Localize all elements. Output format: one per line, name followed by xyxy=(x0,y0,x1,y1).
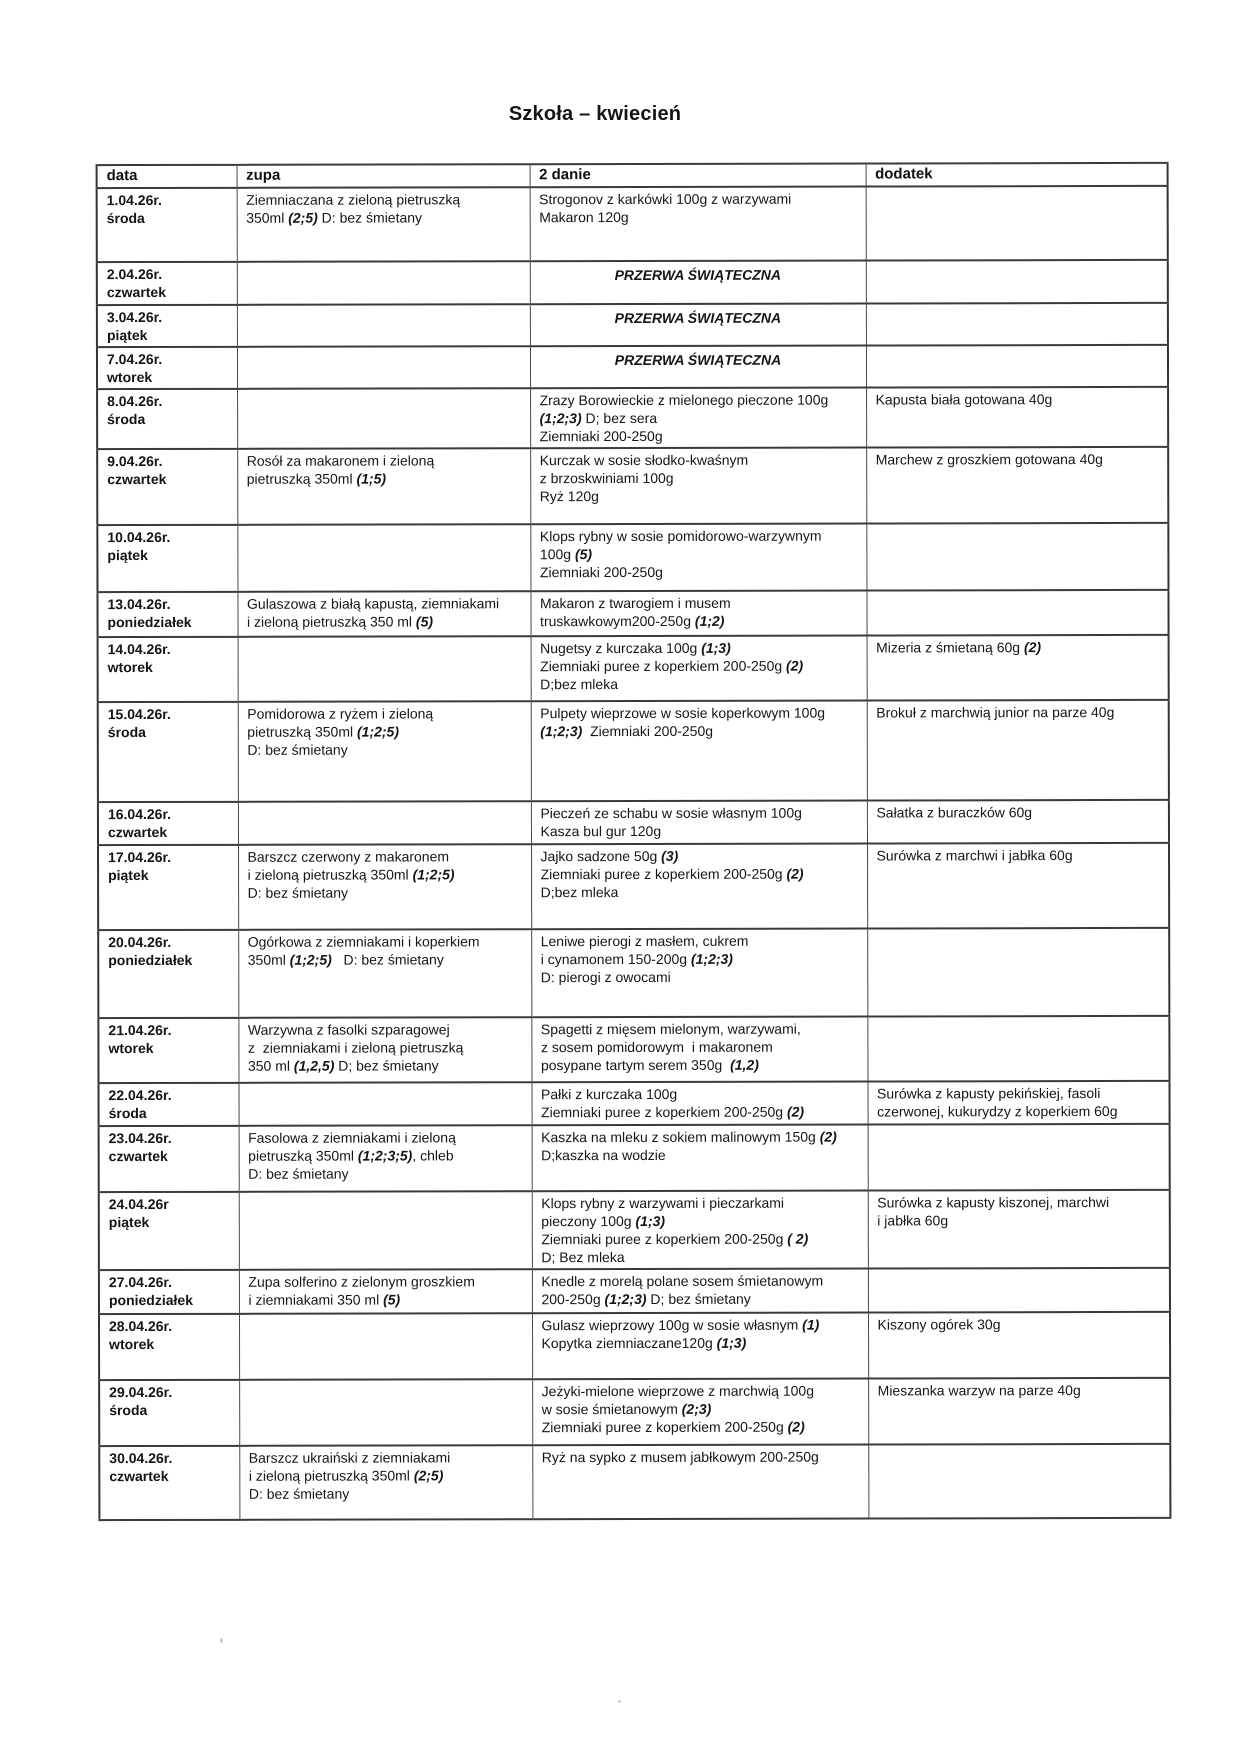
soup-cell xyxy=(237,388,530,449)
text-line: Ziemniaki puree z koperkiem 200-250g (2) xyxy=(541,1418,805,1436)
main-course-cell xyxy=(531,929,867,1018)
soup-cell xyxy=(238,844,531,930)
date-cell xyxy=(98,637,238,702)
soup-cell xyxy=(237,304,530,347)
side-dish-cell xyxy=(868,1124,1170,1191)
text-line: pietruszką 350ml (1;5) xyxy=(246,470,387,487)
side-dish-cell xyxy=(866,523,1168,591)
soup-cell xyxy=(238,801,531,845)
date-cell xyxy=(97,262,237,305)
weekday-text: poniedziałek xyxy=(108,951,193,969)
date-text: 28.04.26r. xyxy=(108,1317,173,1335)
weekday-text: środa xyxy=(107,724,146,741)
text-line: pieczony 100g (1;3) xyxy=(541,1212,666,1230)
text-line: Barszcz czerwony z makaronem xyxy=(247,848,450,865)
menu-row xyxy=(99,1268,1170,1314)
page-title: Szkoła – kwiecień xyxy=(508,103,682,125)
text-line: Ryż na sypko z musem jabłkowym 200-250g xyxy=(541,1448,819,1466)
soup-cell xyxy=(237,524,530,592)
text-line: Kiszony ogórek 30g xyxy=(877,1316,1001,1333)
soup-cell xyxy=(237,261,530,305)
text-line: D;bez mleka xyxy=(540,884,619,901)
side-dish-cell xyxy=(868,1268,1170,1313)
soup-cell xyxy=(239,1191,532,1270)
text-line: Kaszka na mleku z sokiem malinowym 150g (2) xyxy=(541,1128,837,1146)
side-dish-cell xyxy=(866,303,1168,346)
text-line: Ziemniaki 200-250g xyxy=(539,563,663,581)
text-line: w sosie śmietanowym (2;3) xyxy=(541,1400,712,1418)
text-line: posypane tartym serem 350g (1,2) xyxy=(540,1056,759,1074)
main-course-cell xyxy=(532,1082,868,1126)
side-dish-cell xyxy=(867,700,1169,801)
text-line: Sałatka z buraczków 60g xyxy=(876,804,1033,821)
text-line: pietruszką 350ml (1;2;5) xyxy=(247,723,400,740)
weekday-text: czwartek xyxy=(107,823,168,841)
column-header-2danie: 2 danie xyxy=(530,164,866,188)
side-dish-cell xyxy=(867,800,1169,844)
text-line: z sosem pomidorowym i makaronem xyxy=(540,1038,773,1056)
menu-row xyxy=(98,843,1169,930)
main-course-cell xyxy=(531,1017,867,1083)
text-line: Fasolowa z ziemniakami i zieloną xyxy=(248,1129,456,1146)
text-line: Mieszanka warzyw na parze 40g xyxy=(877,1382,1081,1399)
text-line: i ziemniakami 350 ml (5) xyxy=(248,1291,401,1308)
date-cell xyxy=(97,449,237,525)
main-course-cell xyxy=(532,1191,868,1270)
weekday-text: wtorek xyxy=(107,659,153,676)
menu-row xyxy=(97,387,1168,449)
text-line: Gulaszowa z białą kapustą, ziemniakami xyxy=(246,595,500,612)
text-line: Marchew z groszkiem gotowana 40g xyxy=(875,451,1103,468)
main-course-cell xyxy=(532,1269,868,1314)
menu-row xyxy=(97,447,1168,525)
menu-row xyxy=(99,1444,1170,1520)
main-course-cell xyxy=(532,1445,868,1520)
text-line: Ziemniaczana z zieloną pietruszką xyxy=(246,191,461,208)
main-course-cell xyxy=(530,304,866,347)
text-line: Klops rybny z warzywami i pieczarkami xyxy=(541,1194,785,1212)
menu-row xyxy=(98,800,1169,845)
text-line: Ziemniaki 200-250g xyxy=(539,427,663,445)
weekday-text: wtorek xyxy=(109,1336,155,1353)
text-line: Ryż 120g xyxy=(539,488,599,505)
text-line: Knedle z morelą polane sosem śmietanowym xyxy=(541,1272,824,1290)
main-course-cell xyxy=(530,261,866,305)
main-course-cell xyxy=(530,187,866,262)
date-text: 2.04.26r. xyxy=(106,265,163,283)
soup-cell xyxy=(237,591,530,637)
menu-row xyxy=(97,186,1168,262)
text-line: Ziemniaki puree z koperkiem 200-250g (2) xyxy=(541,1103,805,1121)
date-text: 8.04.26r. xyxy=(107,392,163,410)
date-text: 27.04.26r. xyxy=(108,1273,173,1291)
text-line: Jajko sadzone 50g (3) xyxy=(540,847,679,865)
date-cell xyxy=(97,525,237,592)
date-text: 23.04.26r. xyxy=(108,1129,172,1147)
weekday-text: środa xyxy=(108,1105,147,1122)
date-text: 10.04.26r. xyxy=(107,528,171,546)
text-line: Mizeria z śmietaną 60g (2) xyxy=(876,639,1042,656)
text-line: Ziemniaki puree z koperkiem 200-250g ( 2) xyxy=(541,1230,809,1248)
side-dish-cell xyxy=(866,387,1168,448)
soup-cell xyxy=(239,1269,532,1314)
text-line: i zieloną pietruszką 350ml (1;2;5) xyxy=(247,866,455,883)
text-line: Zrazy Borowieckie z mielonego pieczone 100g xyxy=(539,391,829,409)
text-line: Kapusta biała gotowana 40g xyxy=(875,391,1053,408)
menu-row xyxy=(99,1190,1170,1270)
text-line: Leniwe pierogi z masłem, cukrem xyxy=(540,932,749,950)
side-dish-cell xyxy=(867,1016,1169,1082)
text-line: 100g (5) xyxy=(539,546,593,563)
date-text: 22.04.26r. xyxy=(108,1086,172,1104)
weekday-text: czwartek xyxy=(106,283,167,301)
date-text: 24.04.26r xyxy=(108,1195,169,1213)
menu-table xyxy=(96,162,1172,1521)
soup-cell xyxy=(237,187,530,262)
text-line: 350ml (1;2;5) D: bez śmietany xyxy=(247,951,444,968)
date-text: 20.04.26r. xyxy=(108,933,172,951)
text-line: Rosół za makaronem i zieloną xyxy=(246,452,435,469)
soup-cell xyxy=(239,1082,532,1126)
date-text: 14.04.26r. xyxy=(107,640,171,658)
soup-cell xyxy=(239,1445,532,1520)
text-line: Zupa solferino z zielonym groszkiem xyxy=(248,1273,475,1290)
date-cell xyxy=(99,1270,239,1314)
soup-cell xyxy=(239,1379,532,1446)
soup-cell xyxy=(238,701,531,802)
scan-artifact-dot xyxy=(618,1700,621,1703)
text-line: czerwonej, kukurydzy z koperkiem 60g xyxy=(877,1102,1118,1120)
date-cell xyxy=(98,702,238,802)
text-line: Pulpety wieprzowe w sosie koperkowym 100g xyxy=(540,704,826,722)
main-course-cell xyxy=(530,591,866,637)
main-course-cell xyxy=(531,636,867,702)
side-dish-cell xyxy=(866,260,1168,304)
text-line: Surówka z kapusty kiszonej, marchwi xyxy=(877,1194,1110,1211)
date-cell xyxy=(99,1314,239,1380)
date-text: 13.04.26r. xyxy=(107,595,171,613)
date-cell xyxy=(98,802,238,845)
weekday-text: czwartek xyxy=(109,1467,169,1485)
side-dish-cell xyxy=(868,1081,1170,1125)
weekday-text: poniedziałek xyxy=(108,1291,194,1309)
date-text: 21.04.26r. xyxy=(108,1021,172,1039)
date-cell xyxy=(98,1018,238,1083)
main-course-cell xyxy=(531,844,867,930)
menu-row xyxy=(99,1312,1170,1380)
text-line: Kasza bul gur 120g xyxy=(540,822,662,840)
text-line: Ziemniaki puree z koperkiem 200-250g (2) xyxy=(540,865,804,883)
weekday-text: wtorek xyxy=(107,369,153,386)
side-dish-cell xyxy=(867,843,1169,929)
text-line: z brzoskwiniami 100g xyxy=(539,469,674,487)
text-line: Kurczak w sosie słodko-kwaśnym xyxy=(539,451,749,469)
soup-cell xyxy=(238,636,531,702)
weekday-text: piątek xyxy=(108,867,149,884)
text-line: D;kaszka na wodzie xyxy=(541,1146,666,1164)
side-dish-cell xyxy=(866,590,1168,636)
date-text: 16.04.26r. xyxy=(107,805,172,823)
date-text: 7.04.26r. xyxy=(106,350,163,368)
main-course-cell xyxy=(530,346,866,389)
side-dish-cell xyxy=(866,186,1168,261)
main-course-cell xyxy=(530,388,866,449)
menu-row xyxy=(98,928,1169,1018)
soup-cell xyxy=(238,929,531,1018)
main-course-cell xyxy=(530,524,866,592)
date-cell xyxy=(97,592,237,637)
text-line: i jabłka 60g xyxy=(877,1212,949,1229)
text-line: Klops rybny w sosie pomidorowo-warzywnym xyxy=(539,527,822,545)
menu-row xyxy=(97,345,1168,389)
header-row xyxy=(97,163,1168,188)
text-line: D: bez śmietany xyxy=(248,1485,350,1502)
text-line: Makaron z twarogiem i musem xyxy=(539,594,731,612)
date-text: 1.04.26r. xyxy=(106,191,162,209)
column-header-dodatek: dodatek xyxy=(866,163,1168,187)
text-line: Surówka z kapusty pekińskiej, fasoli xyxy=(877,1085,1101,1102)
text-line: z ziemniakami i zieloną pietruszką xyxy=(247,1039,464,1056)
text-line: Warzywna z fasolki szparagowej xyxy=(247,1021,450,1038)
side-dish-cell xyxy=(868,1378,1170,1445)
menu-row xyxy=(97,260,1168,305)
text-line: Jeżyki-mielone wieprzowe z marchwią 100g xyxy=(541,1382,815,1400)
text-line: Pieczeń ze schabu w sosie własnym 100g xyxy=(540,804,802,822)
soup-cell xyxy=(239,1125,532,1192)
text-line: i cynamonem 150-200g (1;2;3) xyxy=(540,950,733,968)
text-line: Spagetti z mięsem mielonym, warzywami, xyxy=(540,1020,801,1038)
date-text: 17.04.26r. xyxy=(108,848,172,866)
date-text: 9.04.26r. xyxy=(107,452,163,470)
date-cell xyxy=(97,305,237,347)
menu-row xyxy=(98,635,1169,702)
text-line: 350 ml (1,2,5) D; bez śmietany xyxy=(247,1057,439,1074)
weekday-text: piątek xyxy=(106,327,148,344)
menu-row xyxy=(97,523,1168,592)
text-line: D: bez śmietany xyxy=(247,884,348,901)
column-header-zupa: zupa xyxy=(237,164,530,188)
text-line: (1;2;3) D; bez sera xyxy=(539,409,658,427)
text-line: Brokuł z marchwią junior na parze 40g xyxy=(876,703,1115,721)
date-cell xyxy=(99,1380,239,1446)
menu-row xyxy=(97,303,1168,347)
text-line: D: pierogi z owocami xyxy=(540,968,671,986)
text-line: Kopytka ziemniaczane120g (1;3) xyxy=(541,1334,747,1352)
weekday-text: poniedziałek xyxy=(107,613,192,631)
date-text: 3.04.26r. xyxy=(106,308,163,326)
text-line: 350ml (2;5) D: bez śmietany xyxy=(246,209,423,226)
date-cell xyxy=(99,1446,239,1520)
date-cell xyxy=(98,845,238,930)
weekday-text: wtorek xyxy=(108,1040,154,1057)
text-line: Nugetsy z kurczaka 100g (1;3) xyxy=(540,639,731,657)
weekday-text: środa xyxy=(106,210,145,227)
side-dish-cell xyxy=(868,1312,1170,1379)
column-header-data: data xyxy=(97,165,237,188)
date-cell xyxy=(99,1083,239,1126)
text-line: (1;2;3) Ziemniaki 200-250g xyxy=(540,722,714,740)
side-dish-cell xyxy=(867,635,1169,701)
date-text: 15.04.26r. xyxy=(107,705,171,723)
main-course-cell xyxy=(532,1125,868,1192)
weekday-text: środa xyxy=(109,1402,148,1419)
text-line: i zieloną pietruszką 350ml (2;5) xyxy=(248,1467,444,1484)
date-cell xyxy=(99,1192,239,1270)
main-course-cell xyxy=(531,801,867,845)
menu-row xyxy=(99,1081,1170,1126)
main-course-cell xyxy=(530,448,866,525)
menu-rows xyxy=(97,186,1171,1520)
text-line: Barszcz ukraiński z ziemniakami xyxy=(248,1449,451,1466)
soup-cell xyxy=(239,1313,532,1380)
side-dish-cell xyxy=(867,928,1169,1017)
date-cell xyxy=(97,389,237,449)
main-course-cell xyxy=(531,701,867,802)
text-line: truskawkowym200-250g (1;2) xyxy=(540,612,725,630)
main-course-cell xyxy=(532,1379,868,1446)
side-dish-cell xyxy=(868,1190,1170,1269)
menu-row xyxy=(98,1016,1169,1083)
text-line: Pałki z kurczaka 100g xyxy=(541,1085,678,1103)
text-line: D: bez śmietany xyxy=(248,1165,349,1182)
soup-cell xyxy=(237,346,530,389)
weekday-text: czwartek xyxy=(108,1147,168,1165)
menu-row xyxy=(99,1124,1170,1192)
main-course-cell xyxy=(532,1313,868,1380)
text-line: pietruszką 350ml (1;2;3;5), chleb xyxy=(248,1147,454,1164)
text-line: Ziemniaki puree z koperkiem 200-250g (2) xyxy=(540,657,804,675)
side-dish-cell xyxy=(866,345,1168,388)
date-cell xyxy=(97,347,237,389)
menu-row xyxy=(97,590,1168,637)
weekday-text: środa xyxy=(107,411,146,428)
soup-cell xyxy=(238,1017,531,1083)
date-cell xyxy=(97,188,237,262)
text-line: Strogonov z karkówki 100g z warzywami xyxy=(539,190,792,208)
date-cell xyxy=(98,930,238,1018)
text-line: Makaron 120g xyxy=(539,209,629,226)
date-text: 30.04.26r. xyxy=(109,1449,173,1467)
scan-artifact-dot xyxy=(220,1638,223,1643)
text-line: Ogórkowa z ziemniakami i koperkiem xyxy=(247,933,480,950)
side-dish-cell xyxy=(866,447,1168,524)
text-line: 200-250g (1;2;3) D; bez śmietany xyxy=(541,1290,751,1308)
holiday-label: PRZERWA ŚWIĄTECZNA xyxy=(614,309,782,327)
text-line: D: bez śmietany xyxy=(247,741,348,758)
text-line: Gulasz wieprzowy 100g w sosie własnym (1) xyxy=(541,1316,820,1334)
holiday-label: PRZERWA ŚWIĄTECZNA xyxy=(614,351,782,369)
text-line: i zieloną pietruszką 350 ml (5) xyxy=(247,613,434,630)
text-line: D;bez mleka xyxy=(540,676,618,693)
text-line: Pomidorowa z ryżem i zieloną xyxy=(247,705,434,722)
soup-cell xyxy=(237,448,530,525)
menu-row xyxy=(98,700,1169,802)
weekday-text: piątek xyxy=(107,547,148,564)
text-line: D; Bez mleka xyxy=(541,1249,625,1266)
menu-row xyxy=(99,1378,1170,1446)
weekday-text: czwartek xyxy=(107,470,167,488)
weekday-text: piątek xyxy=(108,1214,150,1231)
side-dish-cell xyxy=(868,1444,1170,1519)
date-text: 29.04.26r. xyxy=(109,1383,173,1401)
text-line: Surówka z marchwi i jabłka 60g xyxy=(876,847,1073,864)
holiday-label: PRZERWA ŚWIĄTECZNA xyxy=(614,266,782,284)
date-cell xyxy=(99,1126,239,1192)
